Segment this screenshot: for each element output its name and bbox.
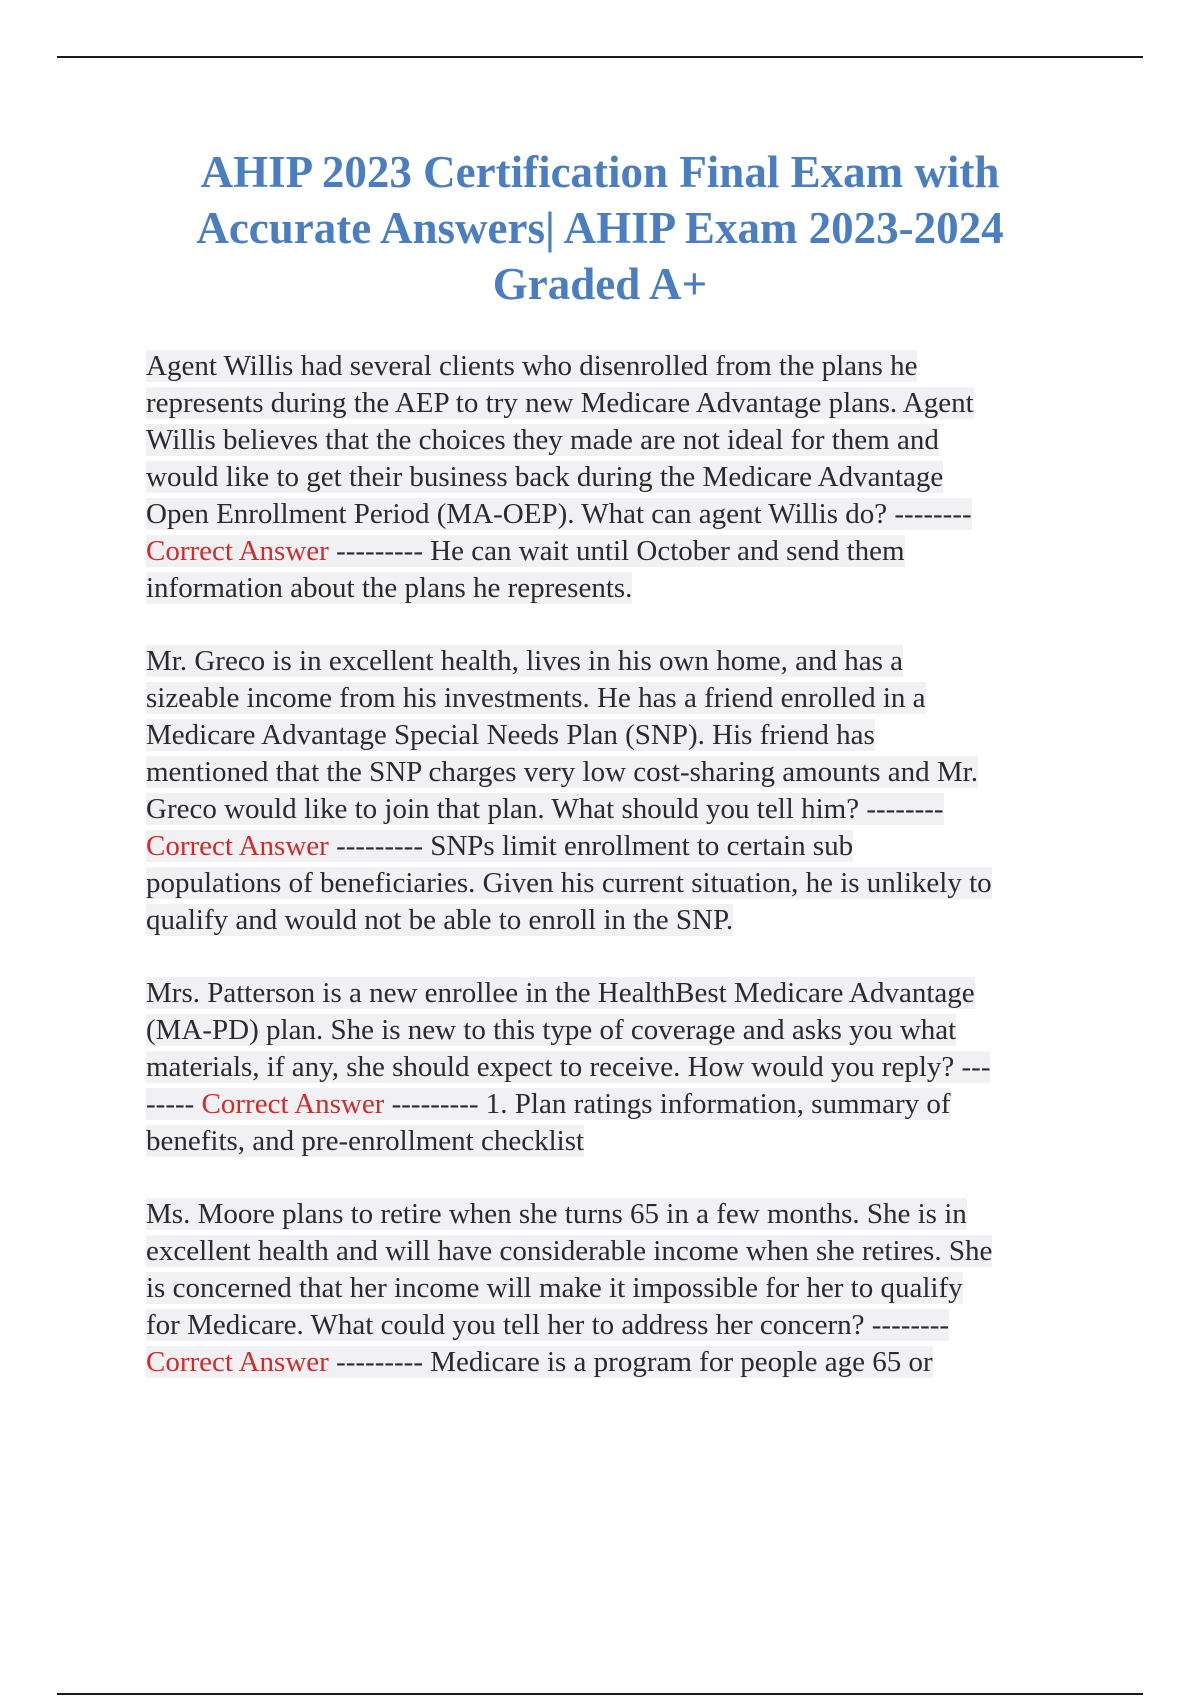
correct-answer-label: Correct Answer [146, 535, 329, 567]
question-text: sizeable income from his investments. He has a friend enrolled in a [146, 682, 926, 714]
question-text: materials, if any, she should expect to receive. How would you reply? --- [146, 1051, 991, 1083]
answer-text: populations of beneficiaries. Given his current situation, he is unlikely to [146, 867, 992, 899]
question-text: Mr. Greco is in excellent health, lives in his own home, and has a [146, 645, 904, 677]
question-text: Medicare Advantage Special Needs Plan (SNP). His friend has [146, 719, 875, 751]
document-title [100, 144, 1100, 312]
answer-text: qualify and would not be able to enroll in the SNP. [146, 904, 734, 936]
top-rule [57, 56, 1143, 58]
question-text: Greco would like to join that plan. What should you tell him? -------- [146, 793, 944, 825]
answer-text: --------- He can wait until October and send them [328, 535, 905, 567]
question-text: represents during the AEP to try new Medicare Advantage plans. Agent [146, 387, 974, 419]
question-text: Mrs. Patterson is a new enrollee in the HealthBest Medicare Advantage [146, 977, 975, 1009]
question-text: mentioned that the SNP charges very low cost-sharing amounts and Mr. [146, 756, 978, 788]
title-line: Accurate Answers| AHIP Exam 2023-2024 [196, 203, 1004, 253]
question-text: ----- [146, 1088, 202, 1120]
title-line: AHIP 2023 Certification Final Exam with [200, 147, 1000, 197]
question-text: Ms. Moore plans to retire when she turns 65 in a few months. She is in [146, 1198, 967, 1230]
question-text: Open Enrollment Period (MA-OEP). What can agent Willis do? -------- [146, 498, 972, 530]
qa-item [146, 643, 1106, 939]
question-text: is concerned that her income will make it impossible for her to qualify [146, 1272, 963, 1304]
correct-answer-label: Correct Answer [146, 830, 329, 862]
question-text: for Medicare. What could you tell her to address her concern? -------- [146, 1309, 950, 1341]
qa-item [146, 348, 1106, 607]
answer-text: --------- 1. Plan ratings information, summary of [384, 1088, 951, 1120]
answer-text: --------- Medicare is a program for people age 65 or [328, 1346, 933, 1378]
qa-item [146, 975, 1106, 1160]
question-text: excellent health and will have considerable income when she retires. She [146, 1235, 993, 1267]
question-text: Willis believes that the choices they made are not ideal for them and [146, 424, 939, 456]
bottom-rule [57, 1693, 1143, 1695]
title-line: Graded A+ [492, 259, 708, 309]
answer-text: benefits, and pre-enrollment checklist [146, 1125, 585, 1157]
qa-item [146, 1196, 1106, 1381]
question-text: (MA-PD) plan. She is new to this type of coverage and asks you what [146, 1014, 957, 1046]
answer-text: information about the plans he represents. [146, 572, 633, 604]
correct-answer-label: Correct Answer [201, 1088, 385, 1120]
correct-answer-label: Correct Answer [146, 1346, 329, 1378]
answer-text: --------- SNPs limit enrollment to certain sub [328, 830, 854, 862]
question-text: would like to get their business back during the Medicare Advantage [146, 461, 944, 493]
qa-list [146, 348, 1106, 1417]
question-text: Agent Willis had several clients who disenrolled from the plans he [146, 350, 918, 382]
